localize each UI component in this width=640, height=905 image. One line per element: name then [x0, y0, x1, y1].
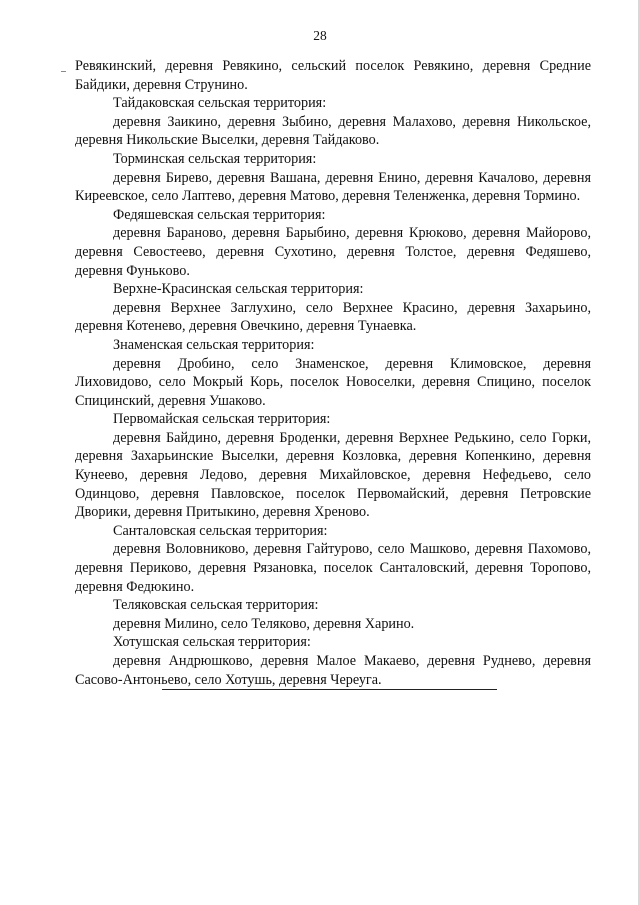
section-heading-fedyashevskaya: Федяшевская сельская территория: [113, 206, 326, 223]
end-separator-line [162, 689, 497, 690]
section-text-santalovskaya: деревня Воловниково, деревня Гайтурово, село Машково, деревня Пахомово, деревня Периково, деревня Рязановка, поселок Санталовский, деревня Торопово, деревня Федюкино. [75, 541, 591, 595]
section-text-verkhne-krasinskaya: деревня Верхнее Заглухино, село Верхнее Красино, деревня Захарьино, деревня Котенево, деревня Овечкино, деревня Тунаевка. [75, 299, 591, 335]
section-heading-taidakovskaya: Тайдаковская сельская территория: [113, 95, 327, 112]
section-heading-znamenskaya: Знаменская сельская территория: [113, 336, 315, 353]
section-text-taidakovskaya: деревня Заикино, деревня Зыбино, деревня Малахово, деревня Никольское, деревня Никольские Выселки, деревня Тайдаково. [75, 113, 591, 149]
section-heading-verkhne-krasinskaya: Верхне-Красинская сельская территория: [113, 281, 364, 298]
section-text-fedyashevskaya: деревня Бараново, деревня Барыбино, деревня Крюково, деревня Майорово, деревня Севостеево, деревня Сухотино, деревня Толстое, деревня Федяшево, деревня Фунькoво. [75, 225, 591, 279]
section-heading-santalovskaya: Санталовская сельская территория: [113, 522, 328, 539]
section-text-torminskaya: деревня Бирево, деревня Вашана, деревня Енино, деревня Качалово, деревня Киреевское, село Лаптево, деревня Матово, деревня Теленженка, деревня Тормино. [75, 169, 591, 205]
section-heading-khotushskaya: Хотушская сельская территория: [113, 634, 311, 651]
section-text-khotushskaya: деревня Андрюшково, деревня Малое Макаево, деревня Руднево, деревня Сасово-Антоньево, село Хотушь, деревня Череуга. [75, 653, 591, 688]
section-heading-torminskaya: Торминская сельская территория: [113, 150, 317, 167]
section-text-telyakovskaya: деревня Милино, село Теляково, деревня Харино. [113, 615, 415, 632]
section-text-pervomaiskaya: деревня Байдино, деревня Броденки, деревня Верхнее Редькино, село Горки, деревня Захарьинские Выселки, деревня Козловка, деревня Копенкино, деревня Кунеево, деревня Ледово, деревня Михайловское, деревня Нефедьево, село Одинцово, деревня Павловское, поселок Первомайский, деревня Петровские Дворики, деревня Притыкино, деревня Хреново. [75, 429, 591, 521]
margin-mark [61, 71, 66, 72]
section-heading-telyakovskaya: Теляковская сельская территория: [113, 597, 319, 614]
opening-paragraph: Ревякинский, деревня Ревякино, сельский поселок Ревякино, деревня Средние Байдики, деревня Струнино. [75, 58, 591, 93]
page-number: 28 [313, 28, 327, 43]
section-heading-pervomaiskaya: Первомайская сельская территория: [113, 411, 331, 428]
section-text-znamenskaya: деревня Дробино, село Знаменское, деревня Климовское, деревня Лиховидово, село Мокрый Корь, поселок Новоселки, деревня Спицино, поселок Спицинский, деревня Ушаково. [75, 355, 591, 409]
document-body [75, 57, 591, 689]
